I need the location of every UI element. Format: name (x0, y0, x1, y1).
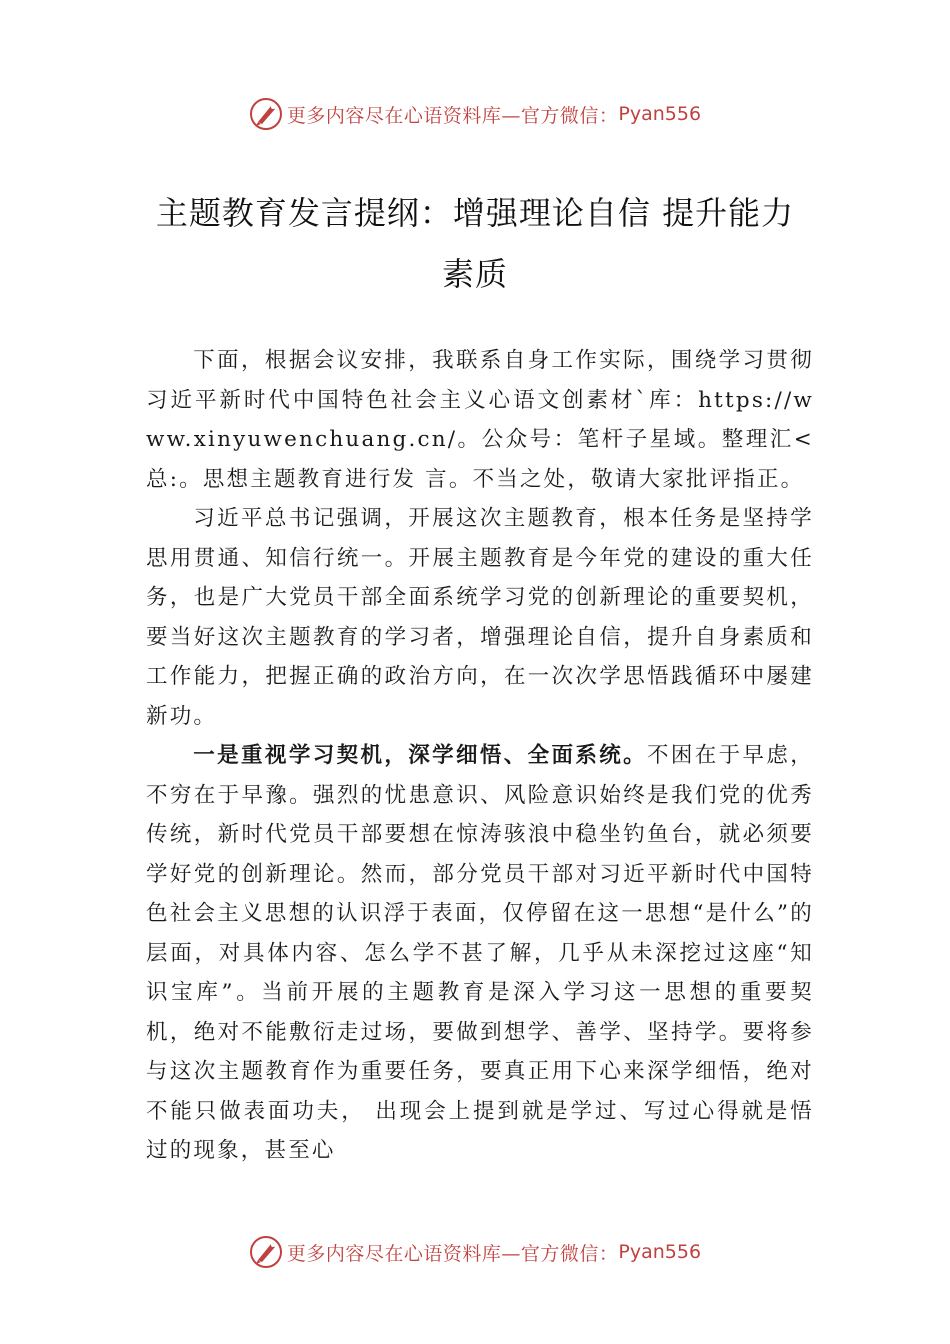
banner-wechat-id: Pyan556 (618, 103, 702, 125)
paragraph (146, 499, 814, 736)
quill-pen-logo-icon (249, 1235, 283, 1269)
paragraph (146, 341, 814, 499)
document-body (146, 341, 814, 1171)
document-title: 主题教育发言提纲：增强理论自信 提升能力素质 (155, 194, 795, 293)
header-banner (0, 94, 950, 134)
paragraph (146, 736, 814, 1171)
banner-text: 更多内容尽在心语资料库—官方微信： (286, 104, 619, 127)
footer-banner (0, 1232, 950, 1272)
quill-pen-logo-icon (249, 97, 283, 131)
banner-text: 更多内容尽在心语资料库—官方微信： (286, 1242, 619, 1265)
paragraph-lead: 一是重视学习契机，深学细悟、全面系统。 (193, 743, 648, 768)
paragraph-text: 不困在于早虑，不穷在于早豫。强烈的忧患意识、风险意识始终是我们党的优秀传统，新时代党员干部要想在惊涛骇浪中稳坐钓鱼台，就必须要学好党的创新理论。然而，部分党员干部对习近平新时代中国特色社会主义思想的认识浮于表面，仅停留在这一思想“是什么”的层面，对具体内容、怎么学不甚了解，几乎从未深挖过这座“知识宝库”。当前开展的主题教育是深入学习这一思想的重要契机，绝对不能敷衍走过场，要做到想学、善学、坚持学。要将参与这次主题教育作为重要任务，要真正用下心来深学细悟，绝对不能只做表面功夫， 出现会上提到就是学过、写过心得就是悟过的现象，甚至心 (146, 743, 814, 1163)
banner-wechat-id: Pyan556 (618, 1241, 702, 1263)
paragraph-text: 习近平总书记强调，开展这次主题教育，根本任务是坚持学思用贯通、知信行统一。开展主题教育是今年党的建设的重大任务，也是广大党员干部全面系统学习党的创新理论的重要契机，要当好这次主题教育的学习者，增强理论自信，提升自身素质和工作能力，把握正确的政治方向，在一次次学思悟践循环中屡建新功。 (146, 506, 814, 729)
paragraph-text: 下面，根据会议安排，我联系自身工作实际，围绕学习贯彻习近平新时代中国特色社会主义心语文创素材`库：https://www.xinyuwenchuang.cn/。公众号：笔杆子星域。整理汇<总:。思想主题教育进行发 言。不当之处，敬请大家批评指正。 (146, 348, 814, 492)
